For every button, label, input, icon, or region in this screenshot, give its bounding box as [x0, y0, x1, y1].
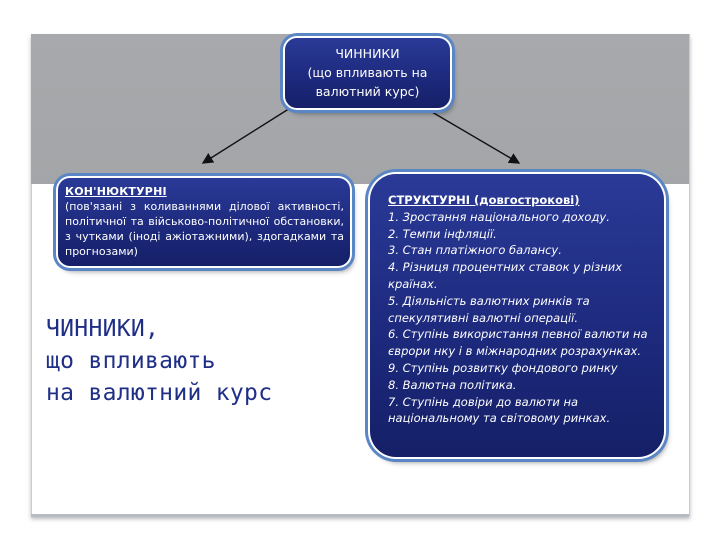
structural-factors-box: [370, 174, 664, 457]
conjunctural-factors-box: [58, 178, 350, 266]
conjunctural-description: (пов'язані з коливаннями ділової активності, політичної та військово-політичної обстановки, з чутками (іноді ажіотажними), здогадками та прогнозами): [65, 200, 344, 258]
slide-title: [46, 313, 346, 409]
slide-title-line-3: на валютний курс: [46, 380, 273, 406]
conjunctural-title: КОН'НЮКТУРНІ: [65, 185, 167, 198]
structural-item: 4. Різниця процентних ставок у різних країнах.: [388, 260, 623, 291]
structural-item: 7. Ступінь довіри до валюти на національному та світовому ринках.: [388, 394, 611, 426]
slide-title-line-1: ЧИННИКИ,: [46, 316, 160, 342]
structural-item: 6. Ступінь використання певної валюти на єврори нку і в міжнародних розрахунках.: [388, 327, 648, 359]
structural-item: 3. Стан платіжного балансу.: [388, 243, 562, 258]
arrow-to-left-box: [203, 105, 295, 163]
structural-item: 1. Зростання національного доходу.: [388, 209, 610, 224]
factors-root-box: [285, 38, 450, 108]
structural-item: 5. Діяльність валютних ринків та спекулятивні валютні операції.: [388, 293, 590, 325]
structural-item: 9. Ступінь розвитку фондового ринку: [388, 360, 618, 375]
structural-item: 8. Валютна політика.: [388, 377, 517, 392]
structural-item: 2. Темпи інфляції.: [388, 226, 497, 241]
slide-title-line-2: що впливають: [46, 348, 216, 374]
root-line-3: валютний курс): [315, 84, 420, 99]
arrow-to-right-box: [420, 105, 519, 163]
structural-title: СТРУКТУРНІ (довгострокові): [388, 193, 580, 207]
root-line-1: ЧИННИКИ: [335, 46, 400, 61]
root-line-2: (що впливають на: [307, 65, 428, 80]
